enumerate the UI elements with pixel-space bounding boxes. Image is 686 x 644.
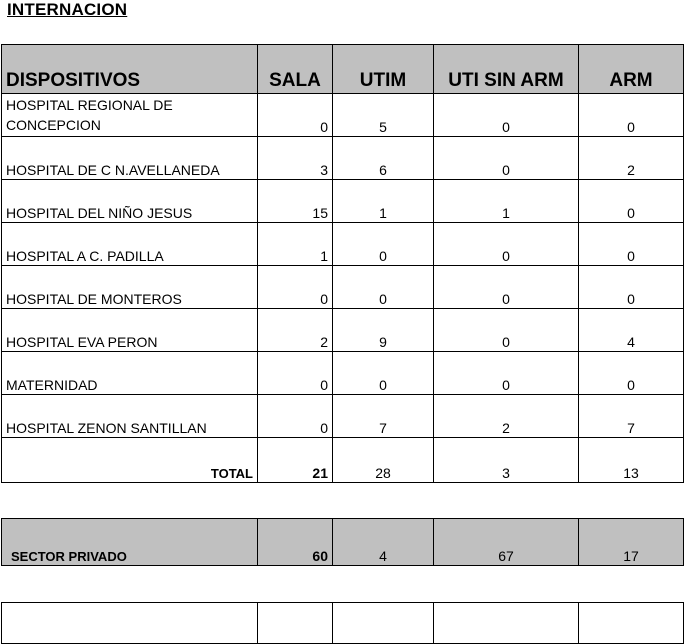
sector-privado-row	[2, 519, 684, 566]
cell-arm: 0	[579, 266, 684, 309]
empty-cell	[579, 603, 684, 644]
row-name-line1: HOSPITAL REGIONAL DE	[6, 97, 173, 113]
cell-sala: 0	[258, 94, 333, 137]
cell-uti-sin-arm: 0	[434, 223, 579, 266]
privado-sala: 60	[258, 519, 333, 566]
cell-arm: 0	[579, 94, 684, 137]
header-uti-sin-arm: UTI SIN ARM	[434, 45, 579, 94]
table-row	[2, 395, 684, 438]
cell-uti-sin-arm: 1	[434, 180, 579, 223]
table-row	[2, 309, 684, 352]
header-dispositivos: DISPOSITIVOS	[2, 45, 258, 94]
table-header-row	[2, 45, 684, 94]
cell-sala: 0	[258, 395, 333, 438]
row-name: HOSPITAL A C. PADILLA	[2, 223, 258, 266]
table-row	[2, 352, 684, 395]
row-name: HOSPITAL ZENON SANTILLAN	[2, 395, 258, 438]
cell-sala: 1	[258, 223, 333, 266]
total-row	[2, 438, 684, 483]
row-name: HOSPITAL EVA PERON	[2, 309, 258, 352]
total-label: TOTAL	[2, 438, 258, 483]
cell-utim: 0	[333, 223, 434, 266]
total-arm: 13	[579, 438, 684, 483]
internacion-table	[1, 44, 684, 483]
cell-utim: 0	[333, 266, 434, 309]
empty-cell	[2, 603, 258, 644]
cell-sala: 0	[258, 352, 333, 395]
cell-utim: 1	[333, 180, 434, 223]
privado-uti-sin-arm: 67	[434, 519, 579, 566]
cell-utim: 7	[333, 395, 434, 438]
privado-arm: 17	[579, 519, 684, 566]
page-title: INTERNACION	[7, 0, 128, 19]
row-name-cell	[2, 94, 258, 137]
empty-row	[2, 603, 684, 644]
cell-uti-sin-arm: 2	[434, 395, 579, 438]
header-arm: ARM	[579, 45, 684, 94]
total-uti-sin-arm: 3	[434, 438, 579, 483]
sector-privado-label: SECTOR PRIVADO	[2, 519, 258, 566]
sector-privado-table	[1, 518, 684, 566]
cell-utim: 0	[333, 352, 434, 395]
empty-table	[1, 602, 684, 644]
table-row	[2, 94, 684, 137]
empty-cell	[258, 603, 333, 644]
header-utim: UTIM	[333, 45, 434, 94]
table-row	[2, 266, 684, 309]
row-name: HOSPITAL DE C N.AVELLANEDA	[2, 137, 258, 180]
cell-arm: 0	[579, 223, 684, 266]
empty-cell	[333, 603, 434, 644]
table-row	[2, 180, 684, 223]
header-sala: SALA	[258, 45, 333, 94]
cell-sala: 2	[258, 309, 333, 352]
cell-uti-sin-arm: 0	[434, 137, 579, 180]
total-utim: 28	[333, 438, 434, 483]
cell-utim: 9	[333, 309, 434, 352]
total-sala: 21	[258, 438, 333, 483]
empty-cell	[434, 603, 579, 644]
cell-uti-sin-arm: 0	[434, 352, 579, 395]
cell-arm: 4	[579, 309, 684, 352]
cell-utim: 6	[333, 137, 434, 180]
cell-arm: 7	[579, 395, 684, 438]
cell-utim: 5	[333, 94, 434, 137]
table-row	[2, 223, 684, 266]
cell-arm: 2	[579, 137, 684, 180]
cell-uti-sin-arm: 0	[434, 309, 579, 352]
cell-uti-sin-arm: 0	[434, 94, 579, 137]
cell-arm: 0	[579, 352, 684, 395]
cell-arm: 0	[579, 180, 684, 223]
privado-utim: 4	[333, 519, 434, 566]
row-name: HOSPITAL DE MONTEROS	[2, 266, 258, 309]
table-row	[2, 137, 684, 180]
cell-sala: 0	[258, 266, 333, 309]
cell-sala: 3	[258, 137, 333, 180]
cell-uti-sin-arm: 0	[434, 266, 579, 309]
row-name: MATERNIDAD	[2, 352, 258, 395]
cell-sala: 15	[258, 180, 333, 223]
row-name-line2: CONCEPCION	[6, 117, 101, 133]
row-name: HOSPITAL DEL NIÑO JESUS	[2, 180, 258, 223]
